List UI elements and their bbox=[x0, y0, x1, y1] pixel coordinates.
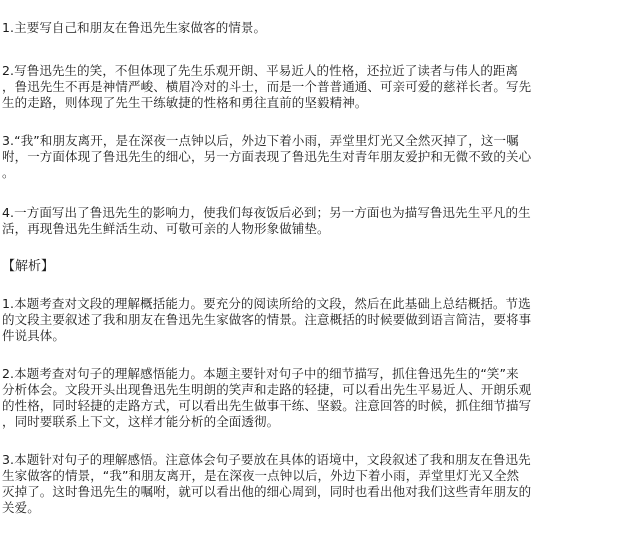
answer-3-line-1: 3.“我”和朋友离开，是在深夜一点钟以后，外边下着小雨，弄堂里灯光又全然灭掉了，这一嘱 bbox=[2, 133, 519, 148]
answer-4 bbox=[2, 205, 628, 237]
explanation-3 bbox=[2, 452, 628, 516]
explanation-1-line-2: 的文段主要叙述了我和朋友在鲁迅先生家做客的情景。注意概括的时候要做到语言简洁，要将事 bbox=[2, 312, 532, 327]
explanation-3-line-3: 灭掉了。这时鲁迅先生的嘱咐，就可以看出他的细心周到，同时也看出他对我们这些青年朋友的 bbox=[2, 484, 532, 499]
explanation-1 bbox=[2, 296, 628, 344]
answer-4-line-2: 活，再现鲁迅先生鲜活生动、可敬可亲的人物形象做铺垫。 bbox=[2, 221, 330, 236]
answer-3-line-3: 。 bbox=[2, 165, 15, 180]
answer-4-line-1: 4.一方面写出了鲁迅先生的影响力，使我们每夜饭后必到；另一方面也为描写鲁迅先生平凡的生 bbox=[2, 205, 531, 220]
answer-2-line-2: ，鲁迅先生不再是神情严峻、横眉冷对的斗士，而是一个普普通通、可亲可爱的慈祥长者。写先 bbox=[2, 79, 532, 94]
answer-2 bbox=[2, 63, 628, 111]
answer-1 bbox=[2, 20, 628, 36]
explanation-2-line-4: ，同时要联系上下文，这样才能分析的全面透彻。 bbox=[2, 414, 280, 429]
explanation-2-line-2: 分析体会。文段开头出现鲁迅先生明朗的笑声和走路的轻捷，可以看出先生平易近人、开朗乐观 bbox=[2, 382, 532, 397]
explanation-2 bbox=[2, 366, 628, 430]
answer-2-line-3: 生的走路，则体现了先生干练敏捷的性格和勇往直前的坚毅精神。 bbox=[2, 95, 368, 110]
answer-2-line-1: 2.写鲁迅先生的笑，不但体现了先生乐观开朗、平易近人的性格，还拉近了读者与伟人的距离 bbox=[2, 63, 519, 78]
explanation-3-line-1: 3.本题针对句子的理解感悟。注意体会句子要放在具体的语境中，文段叙述了我和朋友在鲁迅先 bbox=[2, 452, 531, 467]
answer-1-line-1: 1.主要写自己和朋友在鲁迅先生家做客的情景。 bbox=[2, 20, 267, 35]
answer-3-line-2: 咐，一方面体现了鲁迅先生的细心，另一方面表现了鲁迅先生对青年朋友爱护和无微不致的关心 bbox=[2, 149, 532, 164]
explanation-3-line-4: 关爱。 bbox=[2, 500, 40, 515]
explanation-2-line-3: 的性格，同时轻捷的走路方式，可以看出先生做事干练、坚毅。注意回答的时候，抓住细节描写 bbox=[2, 398, 532, 413]
explanation-1-line-1: 1.本题考查对文段的理解概括能力。要充分的阅读所给的文段，然后在此基础上总结概括。节选 bbox=[2, 296, 531, 311]
answer-3 bbox=[2, 133, 628, 181]
analysis-heading: 【解析】 bbox=[2, 259, 55, 274]
explanation-1-line-3: 件说具体。 bbox=[2, 328, 66, 343]
explanation-3-line-2: 生家做客的情景，“我”和朋友离开，是在深夜一点钟以后，外边下着小雨，弄堂里灯光又全然 bbox=[2, 468, 520, 483]
explanation-2-line-1: 2.本题考查对句子的理解感悟能力。本题主要针对句子中的细节描写，抓住鲁迅先生的“笑”来 bbox=[2, 366, 519, 381]
